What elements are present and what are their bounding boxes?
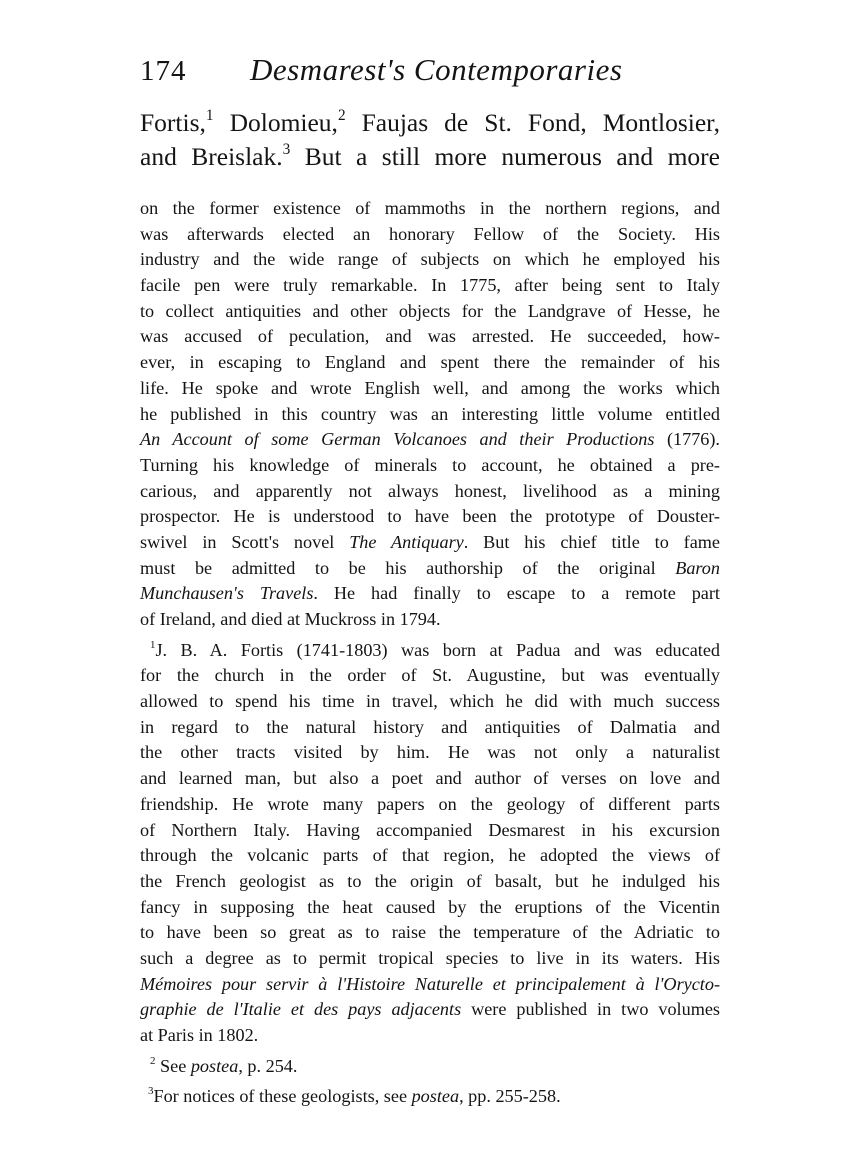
continued-note [140,196,720,633]
note-line: graphie de l'Italie et des pays adjacents were published in two volumes [140,999,721,1020]
footnote-3 [140,1084,720,1110]
note-line: An Account of some German Volcanoes and their Productions (1776). [140,429,720,450]
note-line: prospector. He is understood to have been the prototype of Douster- [140,506,720,527]
note-line: Mémoires pour servir à l'Histoire Naturelle et principalement à l'Orycto- [140,973,720,994]
footnotes [140,196,720,1110]
note-line: the French geologist as to the origin of basalt, but he indulged his [140,870,720,891]
note-line: to have been so great as to raise the temperature of the Adriatic to [140,922,720,943]
note-line: Turning his knowledge of minerals to account, he obtained a pre- [140,454,720,475]
note-line: must be admitted to be his authorship of the original Baron [140,557,720,578]
note-line: $^3$For notices of these geologists, see postea, pp. 255-258. [148,1085,561,1107]
main-text-line-1: Fortis,$^1$ Dolomieu,$^2$ Faujas de St. Fond, Montlosier, [140,106,720,137]
note-line: for the church in the order of St. Augustine, but was eventually [140,665,720,686]
footnote-marker: 3 [148,1085,154,1098]
note-line: of Ireland, and died at Muckross in 1794. [140,609,441,629]
main-text [140,106,720,174]
note-line: to collect antiquities and other objects for the Landgrave of Hesse, he [140,300,720,321]
note-line: industry and the wide range of subjects on which he employed his [140,249,720,270]
footnote-marker: 2 [150,1054,156,1067]
note-line: he published in this country was an interesting little volume entitled [140,403,720,424]
main-text-line-2: and Breislak.$^3$ But a still more numerous and more [140,140,720,171]
note-line: such a degree as to permit tropical species to live in its waters. His [140,947,720,968]
note-line: in regard to the natural history and antiquities of Dalmatia and [140,716,720,737]
note-line: through the volcanic parts of that region, he adopted the views of [140,845,720,866]
note-line: ever, in escaping to England and spent there the remainder of his [140,352,720,373]
note-line: at Paris in 1802. [140,1025,259,1045]
note-line: and learned man, but also a poet and author of verses on love and [140,768,720,789]
note-line: allowed to spend his time in travel, which he did with much success [140,691,720,712]
footnote-1 [140,638,720,1049]
running-head [140,52,720,96]
note-line: friendship. He wrote many papers on the geology of different parts [140,793,720,814]
running-title: Desmarest's Contemporaries [250,52,623,87]
note-line: life. He spoke and wrote English well, and among the works which [140,377,720,398]
note-line: swivel in Scott's novel The Antiquary. But his chief title to fame [140,531,721,552]
book-page [140,52,720,1110]
note-line: facile pen were truly remarkable. In 1775, after being sent to Italy [140,275,720,296]
note-line: $^2$ See postea, p. 254. [150,1054,298,1076]
note-line: of Northern Italy. Having accompanied Desmarest in his excursion [140,819,720,840]
page-number: 174 [140,55,187,87]
note-line: fancy in supposing the heat caused by the eruptions of the Vicentin [140,896,720,917]
note-line: carious, and apparently not always honest, livelihood as a mining [140,480,720,501]
note-line: was accused of peculation, and was arrested. He succeeded, how- [140,326,720,347]
note-line: on the former existence of mammoths in the northern regions, and [140,198,720,218]
note-line: Munchausen's Travels. He had finally to escape to a remote part [140,583,720,604]
note-line: $^1$J. B. A. Fortis (1741-1803) was born at Padua and was educated [150,638,720,660]
footnote-marker: 1 [150,638,156,651]
note-line: was afterwards elected an honorary Fellow of the Society. His [140,223,720,244]
note-line: the other tracts visited by him. He was not only a naturalist [140,742,720,763]
footnote-2 [140,1054,720,1080]
